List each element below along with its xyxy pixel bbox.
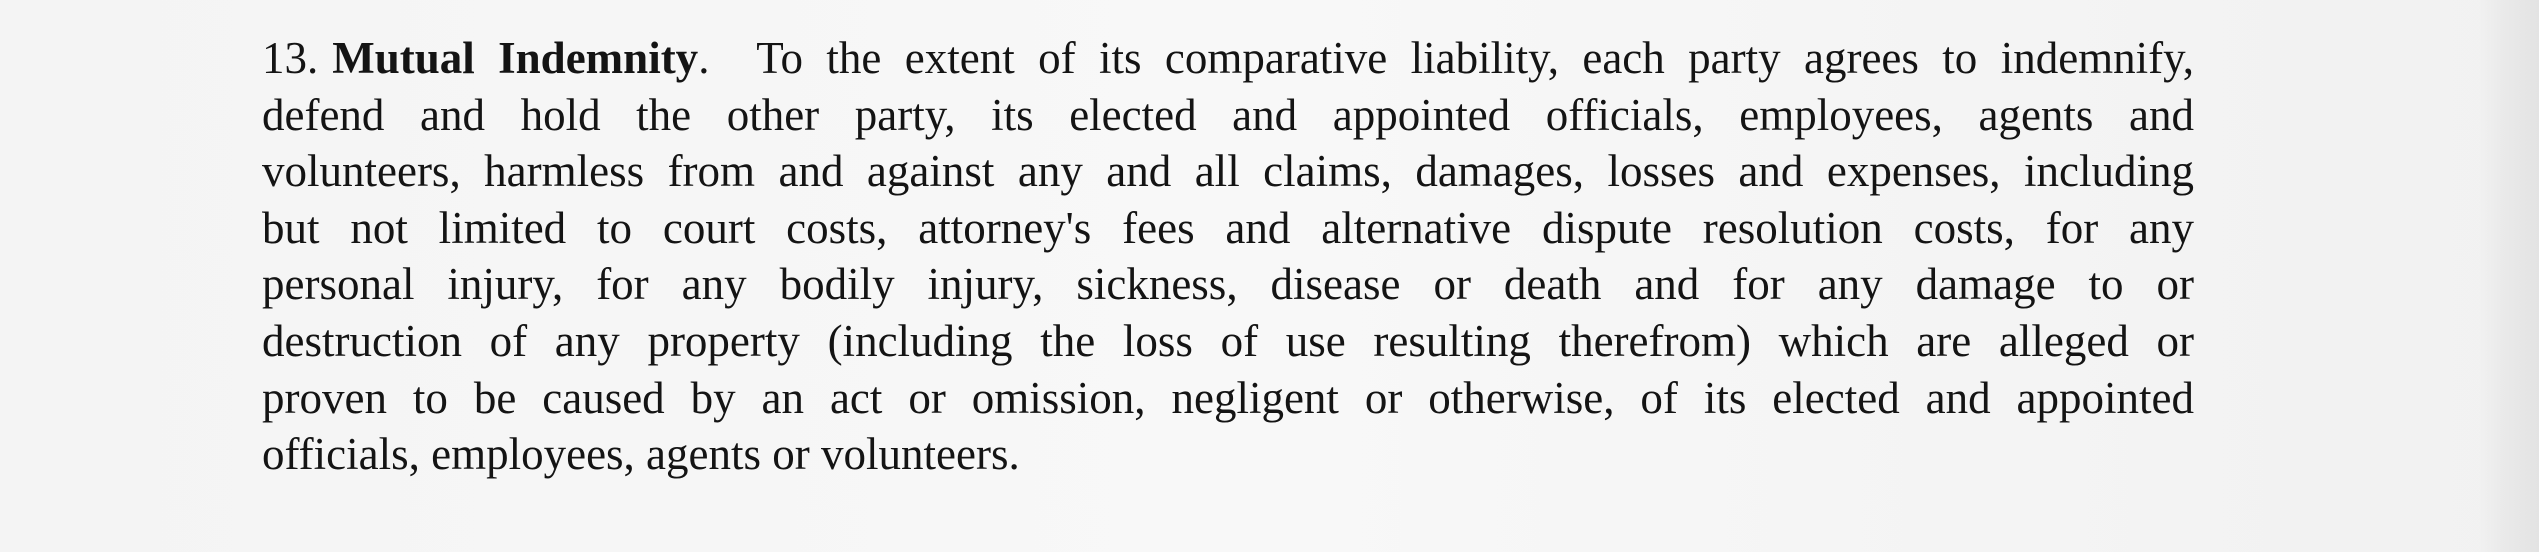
- indemnity-clause: [262, 30, 2194, 483]
- clause-line-2: defend and hold the other party, its elected and appointed officials, employees, agents and: [262, 89, 2194, 140]
- clause-heading-suffix: .: [698, 33, 710, 83]
- clause-line-3: volunteers, harmless from and against any and all claims, damages, losses and expenses, including: [262, 146, 2194, 197]
- clause-line-4: but not limited to court costs, attorney's fees and alternative dispute resolution costs, for any: [262, 202, 2194, 253]
- clause-first-line-text: To the extent of its comparative liability, each party agrees to indemnify,: [756, 33, 2194, 83]
- clause-line-8: officials, employees, agents or volunteers.: [262, 429, 1020, 480]
- clause-line-7: proven to be caused by an act or omission, negligent or otherwise, of its elected and appointed: [262, 372, 2194, 423]
- clause-line-5: personal injury, for any bodily injury, sickness, disease or death and for any damage to or: [262, 259, 2194, 310]
- clause-line-6: destruction of any property (including the loss of use resulting therefrom) which are alleged or: [262, 315, 2194, 366]
- page-edge-shadow: [2479, 0, 2539, 552]
- clause-number: 13.: [262, 33, 319, 83]
- clause-line-1: [262, 30, 2194, 87]
- clause-heading: Mutual Indemnity: [332, 33, 699, 83]
